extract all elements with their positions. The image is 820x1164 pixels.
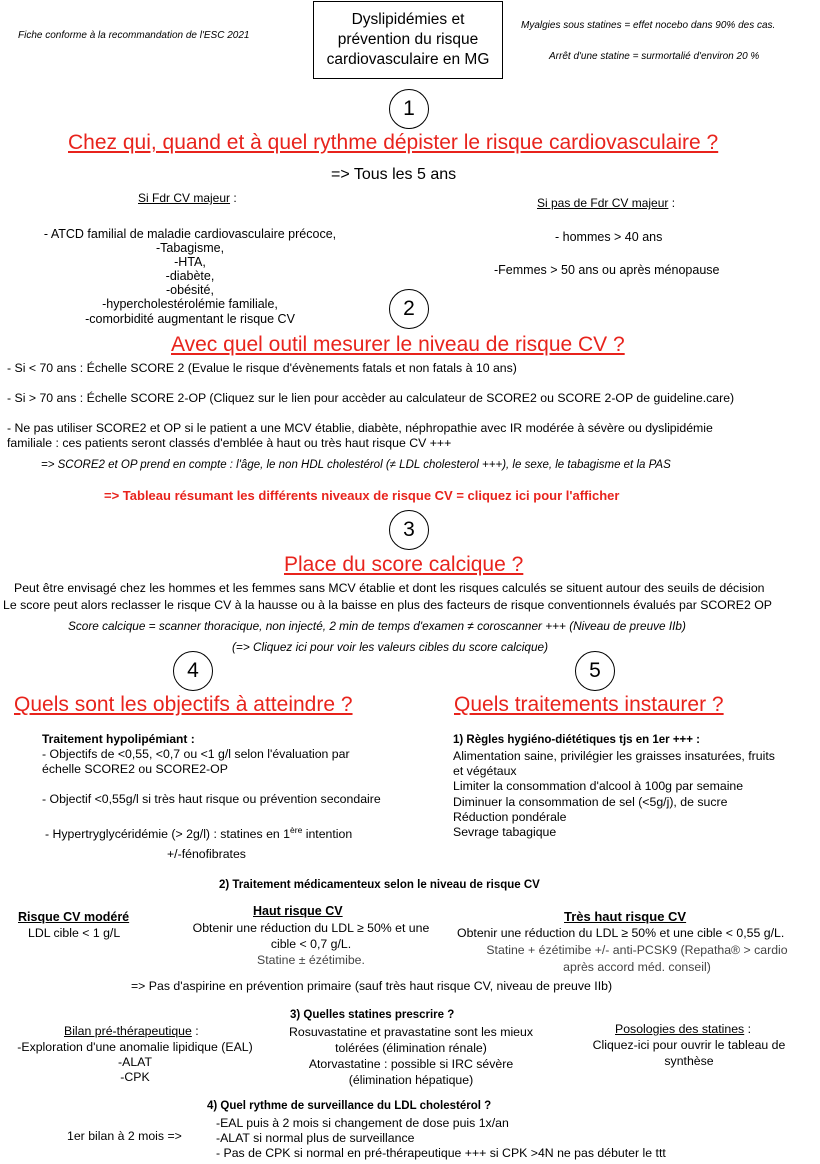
monitoring-list [216, 1116, 666, 1162]
risk-levels-table-link[interactable]: => Tableau résumant les différents niveaux de risque CV = cliquez ici pour l'afficher [104, 488, 620, 503]
very-high-risk-title: Très haut risque CV [564, 909, 687, 924]
pretreatment-workup-list [2, 1040, 268, 1086]
section-5-heading: Quels traitements instaurer ? [454, 693, 724, 716]
statin-posology-title [615, 1022, 751, 1036]
women-criterion: -Femmes > 50 ans ou après ménopause [494, 263, 720, 277]
ldl-objectives-line-1: - Objectifs de <0,55, <0,7 ou <1 g/l selon l'évaluation par [42, 747, 350, 761]
moderate-risk-title: Risque CV modéré [18, 910, 130, 924]
list-item: Sevrage tabagique [453, 825, 557, 840]
statin-choice-line-1: Rosuvastatine et pravastatine sont les mieux [288, 1025, 534, 1039]
list-item: Alimentation saine, privilégier les graisses insaturées, fruits [453, 749, 775, 763]
intention-text: intention [302, 827, 353, 842]
superscript-ere: ère [290, 825, 303, 835]
very-high-risk-drug-line-2: après accord méd. conseil) [563, 960, 711, 974]
major-risk-factors-label: Si Fdr CV majeur [138, 191, 231, 205]
hypertriglyceridemia-text: - Hypertryglycéridémie (> 2g/l) : statines en 1 [45, 827, 291, 842]
list-item: - Pas de CPK si normal en pré-thérapeutique +++ si CPK >4N ne pas débuter le ttt [216, 1146, 666, 1161]
calcium-score-line-2: Le score peut alors reclasser le risque CV à la hausse ou à la baisse en plus des facteurs de risque conventionnels évalués par SCORE2 OP [3, 598, 772, 612]
recommendation-note: Fiche conforme à la recommandation de l'ESC 2021 [18, 30, 250, 41]
section-4-heading: Quels sont les objectifs à atteindre ? [14, 693, 353, 716]
statin-stop-note: Arrêt d'une statine = surmortalié d'environ 20 % [549, 51, 760, 62]
title-line-2: prévention du risque [337, 31, 479, 48]
score2-exclusion-line-1: - Ne pas utiliser SCORE2 et OP si le patient a une MCV établie, diabète, néphropathie avec IR modérée à sévère ou dyslipidémie [7, 421, 713, 435]
list-item: -comorbidité augmentant le risque CV [85, 311, 295, 326]
calcium-score-targets-link[interactable]: (=> Cliquez ici pour voir les valeurs cibles du score calcique) [232, 640, 549, 654]
score2-under-70: - Si < 70 ans : Échelle SCORE 2 (Evalue le risque d'évènements fatals et non fatals à 10 ans) [7, 361, 517, 375]
men-criterion: - hommes > 40 ans [555, 230, 663, 244]
aspirin-note: => Pas d'aspirine en prévention primaire (sauf très haut risque CV, niveau de preuve IIb) [131, 979, 613, 993]
major-risk-factors-colon: : [230, 191, 237, 205]
list-item: -HTA, [174, 255, 206, 270]
section-2-number: 2 [389, 289, 429, 329]
lifestyle-rules-list [453, 749, 775, 840]
very-high-risk-target: Obtenir une réduction du LDL ≥ 50% et une cible < 0,55 g/L. [457, 926, 785, 940]
list-item: - ATCD familial de maladie cardiovasculaire précoce, [43, 227, 337, 241]
very-high-risk-objective: - Objectif <0,55g/l si très haut risque ou prévention secondaire [42, 792, 381, 806]
very-high-risk-drug [454, 942, 820, 976]
high-risk-target-line-1: Obtenir une réduction du LDL ≥ 50% et une [192, 921, 430, 935]
list-item: Réduction pondérale [453, 809, 567, 824]
list-item: Diminuer la consommation de sel (<5g/j), de sucre [453, 794, 728, 809]
title-line-1: Dyslipidémies et [351, 11, 465, 28]
first-checkup: 1er bilan à 2 mois => [67, 1129, 182, 1143]
section-3-number: 3 [389, 510, 429, 550]
title-line-3: cardiovasculaire en MG [326, 51, 490, 68]
list-item: -obésité, [166, 283, 214, 298]
ldl-objectives-line-2: échelle SCORE2 ou SCORE2-OP [42, 762, 228, 776]
fenofibrates-line: +/-fénofibrates [167, 847, 246, 861]
list-item: -ALAT [118, 1055, 152, 1070]
high-risk-target-line-2: cible < 0,7 g/L. [270, 937, 352, 951]
section-3-heading: Place du score calcique ? [284, 553, 524, 576]
statin-choice-text [266, 1024, 556, 1088]
high-risk-target [165, 920, 457, 968]
list-item: -Tabagisme, [155, 241, 225, 256]
list-item: -Exploration d'une anomalie lipidique (EAL) [17, 1040, 253, 1054]
nocebo-note: Myalgies sous statines = effet nocebo dans 90% des cas. [521, 20, 776, 31]
statin-posology-link-line-2: synthèse [664, 1053, 714, 1068]
score2-op-over-70-link[interactable]: - Si > 70 ans : Échelle SCORE 2-OP (Cliquez sur le lien pour accèder au calculateur de SCORE2 ou SCORE 2-OP de guideline.care) [7, 391, 735, 405]
section-1-heading: Chez qui, quand et à quel rythme dépister le risque cardiovasculaire ? [68, 131, 719, 154]
lipid-lowering-title: Traitement hypolipémiant : [42, 732, 195, 746]
screening-frequency: => Tous les 5 ans [331, 166, 457, 183]
statin-posology-link[interactable] [572, 1038, 806, 1069]
monitoring-title: 4) Quel rythme de surveillance du LDL cholestérol ? [207, 1100, 492, 1112]
score2-exclusion-line-2: familiale : ces patients seront classés d'emblée à haut ou très haut risque CV +++ [7, 436, 452, 450]
moderate-risk-target: LDL cible < 1 g/L [28, 926, 121, 940]
major-risk-factors-title [138, 191, 237, 205]
score2-parameters-note: => SCORE2 et OP prend en compte : l'âge, le non HDL cholestérol (≠ LDL cholesterol +++), le sexe, le tabagisme et la PAS [41, 459, 671, 471]
section-2-heading: Avec quel outil mesurer le niveau de risque CV ? [171, 333, 625, 356]
statin-posology-link-line-1: Cliquez-ici pour ouvrir le tableau de [592, 1038, 786, 1052]
list-item: -ALAT si normal plus de surveillance [216, 1131, 415, 1146]
drug-treatment-title: 2) Traitement médicamenteux selon le niveau de risque CV [219, 879, 540, 891]
statin-choice-line-3: Atorvastatine : possible si IRC sévère [308, 1057, 514, 1071]
statin-choice-line-2: tolérées (élimination rénale) [335, 1041, 487, 1055]
calcium-score-definition: Score calcique = scanner thoracique, non injecté, 2 min de temps d'examen ≠ coroscanner +++ (Niveau de preuve IIb) [68, 619, 686, 633]
list-item: -EAL puis à 2 mois si changement de dose puis 1x/an [216, 1116, 509, 1130]
no-major-risk-factors-label: Si pas de Fdr CV majeur [537, 196, 669, 210]
lifestyle-rules-title: 1) Règles hygiéno-diététiques tjs en 1er +++ : [453, 734, 701, 746]
list-item: et végétaux [453, 764, 517, 779]
list-item: Limiter la consommation d'alcool à 100g par semaine [453, 779, 744, 794]
pretreatment-workup-title [64, 1024, 199, 1038]
statin-posology-label: Posologies des statines [615, 1022, 745, 1036]
no-major-risk-factors-title [537, 196, 675, 210]
section-4-number: 4 [173, 651, 213, 691]
pretreatment-workup-label: Bilan pré-thérapeutique [64, 1024, 192, 1038]
statins-title: 3) Quelles statines prescrire ? [290, 1009, 455, 1021]
statin-choice-line-4: (élimination hépatique) [348, 1073, 474, 1087]
high-risk-title: Haut risque CV [253, 904, 343, 918]
list-item: -diabète, [165, 269, 215, 284]
major-risk-factors-list [30, 227, 350, 326]
list-item: -hypercholestérolémie familiale, [102, 297, 278, 312]
hypertriglyceridemia-line [45, 825, 352, 841]
very-high-risk-drug-line-1: Statine + ézétimibe +/- anti-PCSK9 (Repatha® > cardio [486, 943, 788, 957]
section-1-number: 1 [389, 89, 429, 129]
statin-posology-colon: : [744, 1022, 752, 1036]
page-title [313, 1, 503, 79]
high-risk-drug: Statine ± ézétimibe. [257, 953, 365, 967]
no-major-risk-factors-colon: : [668, 196, 676, 210]
list-item: -CPK [120, 1070, 150, 1085]
calcium-score-line-1: Peut être envisagé chez les hommes et les femmes sans MCV établie et dont les risques calculés se situent autour des seuils de décision [14, 581, 765, 595]
section-5-number: 5 [575, 651, 615, 691]
pretreatment-workup-colon: : [191, 1024, 199, 1038]
